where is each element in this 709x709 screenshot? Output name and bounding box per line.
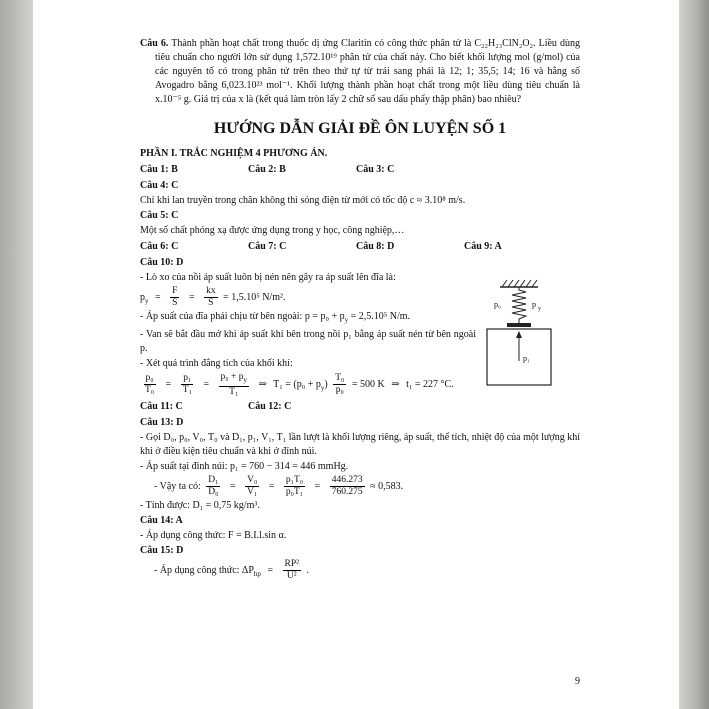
formula-term: - Áp dụng công thức: $\Delta P_{hp}$ (154, 564, 261, 578)
fraction: $\frac{\text{p₀}}{\text{T₀}}$ (145, 373, 155, 396)
equals-sign: = (268, 480, 275, 492)
page-number: 9 (575, 676, 580, 687)
answer-cau-1: Câu 1: B (140, 164, 178, 175)
scan-edge-left (0, 0, 33, 709)
formula-term: $T_1 = (p_0 + p_y)$ (273, 379, 328, 393)
part-1-heading: PHẦN I. TRẮC NGHIỆM 4 PHƯƠNG ÁN. (140, 148, 328, 159)
fraction: $\frac{\text{D₁}}{\text{D₀}}$ (208, 474, 219, 497)
equals-sign: = (229, 480, 236, 492)
question-6-paragraph (140, 37, 580, 107)
answer-row-2 (140, 240, 580, 254)
answer-cau-13: Câu 13: D (140, 416, 184, 428)
answer-cau-12: Câu 12: C (248, 400, 292, 412)
answer-row-3 (140, 400, 580, 414)
pressure-cooker-diagram (482, 277, 560, 389)
equals-sign: = (314, 480, 321, 492)
answer-cau-5: Câu 5: C (140, 210, 179, 221)
formula-result: t₁ = 227 °C. (406, 379, 454, 391)
diagram-label-p1: p₁ (523, 354, 530, 363)
cau-10-solution (140, 271, 580, 398)
fraction: $\frac{\text{p₁T₀}}{\text{p₀T₁}}$ (285, 474, 304, 497)
answer-cau-2: Câu 2: B (248, 164, 286, 175)
explanation-cau-4: Chỉ khi lan truyền trong chân không thì sóng điện từ mới có tốc độ c ≈ 3.10⁸ m/s. (140, 195, 466, 206)
cau-13-formula (154, 475, 580, 498)
answer-cau-14: Câu 14: A (140, 514, 183, 526)
fraction: $\frac{\text{p₁}}{\text{T₁}}$ (182, 373, 192, 396)
cau-13-bullet-1: - Gọi D₀, p₀, V₀, T₀ và D₁, p₁, V₁, T₁ lần lượt là khối lượng riêng, áp suất, thể tích, nhiệt độ của một lượng khí khi ở điều kiện tiêu chuẩn và khi ở đỉnh núi. (140, 431, 580, 457)
diagram-label-p0: p₀ (494, 300, 501, 309)
document-page (140, 36, 580, 583)
cau-13-bullet-3-lead: - Vậy ta có: (154, 480, 201, 492)
formula-term: $p_y$ (140, 291, 149, 305)
fraction: $\frac{\text{T₀}}{\text{p₀}}$ (335, 373, 345, 396)
answer-cau-11: Câu 11: C (140, 400, 183, 412)
fraction: $\frac{446.273}{760.275}$ (331, 474, 363, 497)
answer-cau-4: Câu 4: C (140, 180, 179, 191)
cau-15-formula (154, 559, 580, 582)
formula-result: . (306, 564, 310, 576)
question-6-label: Câu 6. (140, 38, 169, 49)
scan-edge-right (679, 0, 709, 709)
equals-sign: = (188, 291, 195, 303)
formula-result: = 500 K (351, 379, 385, 391)
answer-cau-15: Câu 15: D (140, 544, 184, 556)
spring-support-hatching (500, 280, 538, 287)
answer-cau-6: Câu 6: C (140, 241, 179, 252)
cau-13-bullet-2: - Áp suất tại đỉnh núi: p₁ = 760 − 314 = 446 mmHg. (140, 460, 349, 472)
answer-row-1 (140, 163, 580, 177)
question-6-text: Thành phần hoạt chất trong thuốc dị ứng Claritin có công thức phân tử là C₂₂H₂₃ClN₂O₂. Liều dùng tiêu chuẩn cho người lớn sử dụng 1,572.10¹⁹ phân tử của chất này. Cho biết khối lượng mol (g/mol) của các nguyên tố có trong phân tử trên theo thứ tự từ trái sang phải là 12; 1; 35,5; 14; 16 và hằng số Avogadro bằng 6,023.10²³ mol⁻¹. Khối lượng thành phần hoạt chất trong một liều dùng tiêu chuẩn là x.10⁻⁵ g. Giá trị của x là (kết quả làm tròn lấy 2 chữ số sau dấu phẩy thập phân) bao nhiêu? (155, 38, 580, 105)
diagram-label-py-base: p (532, 300, 536, 309)
equals-sign: = (165, 379, 172, 391)
cau-13-bullet-4: - Tính được: D₁ = 0,75 kg/m³. (140, 499, 260, 511)
answer-cau-7: Câu 7: C (248, 241, 287, 252)
fraction: $\frac{kx}{S}$ (206, 286, 216, 308)
explanation-cau-5: Một số chất phóng xạ được ứng dụng trong y học, công nghiệp,… (140, 225, 405, 236)
answer-cau-9: Câu 9: A (464, 241, 502, 252)
solutions-heading: HƯỚNG DẪN GIẢI ĐỀ ÔN LUYỆN SỐ 1 (213, 120, 507, 137)
diagram-label-py-sub: y (538, 306, 541, 312)
spring-icon (512, 287, 526, 323)
formula-result: ≈ 0,583. (370, 480, 404, 492)
answer-cau-10: Câu 10: D (140, 257, 184, 268)
inner-pressure-arrowhead (516, 331, 522, 338)
equals-sign: = (267, 564, 274, 576)
equals-sign: = (203, 379, 210, 391)
fraction: $\frac{p_0 + p_y}{\text{T₁}}$ (220, 372, 247, 397)
fraction: $\frac{\text{RP²}}{\text{U²}}$ (284, 558, 300, 581)
lid-plate (507, 323, 531, 327)
answer-cau-3: Câu 3: C (356, 164, 395, 175)
equals-sign: = (155, 291, 161, 303)
answer-cau-8: Câu 8: D (356, 241, 395, 252)
fraction: $\frac{F}{S}$ (172, 286, 178, 308)
formula-result: = 1,5.10⁵ N/m². (223, 291, 286, 303)
implies-arrow: ⇒ (258, 379, 267, 391)
cau-10-bullet-3: - Van sẽ bắt đầu mở khi áp suất khí bên trong nồi p₁ bằng áp suất nén từ bên ngoài p. (140, 329, 476, 354)
cau-10-bullet-1: - Lò xo của nồi áp suất luôn bị nén nên gây ra áp suất lên đĩa là: (140, 272, 396, 283)
cau-10-bullet-4: - Xét quá trình đẳng tích của khối khí: (140, 358, 293, 369)
cau-10-bullet-2: - Áp suất của đĩa phải chịu từ bên ngoài: $p = p_0 + p_y = 2,5.10^5$ N/m. (140, 311, 410, 324)
cau-14-bullet-1: - Áp dụng công thức: F = B.I.l.sin α. (140, 529, 287, 541)
fraction: $\frac{\text{V₀}}{\text{V₁}}$ (247, 474, 258, 497)
implies-arrow: ⇒ (391, 379, 400, 391)
